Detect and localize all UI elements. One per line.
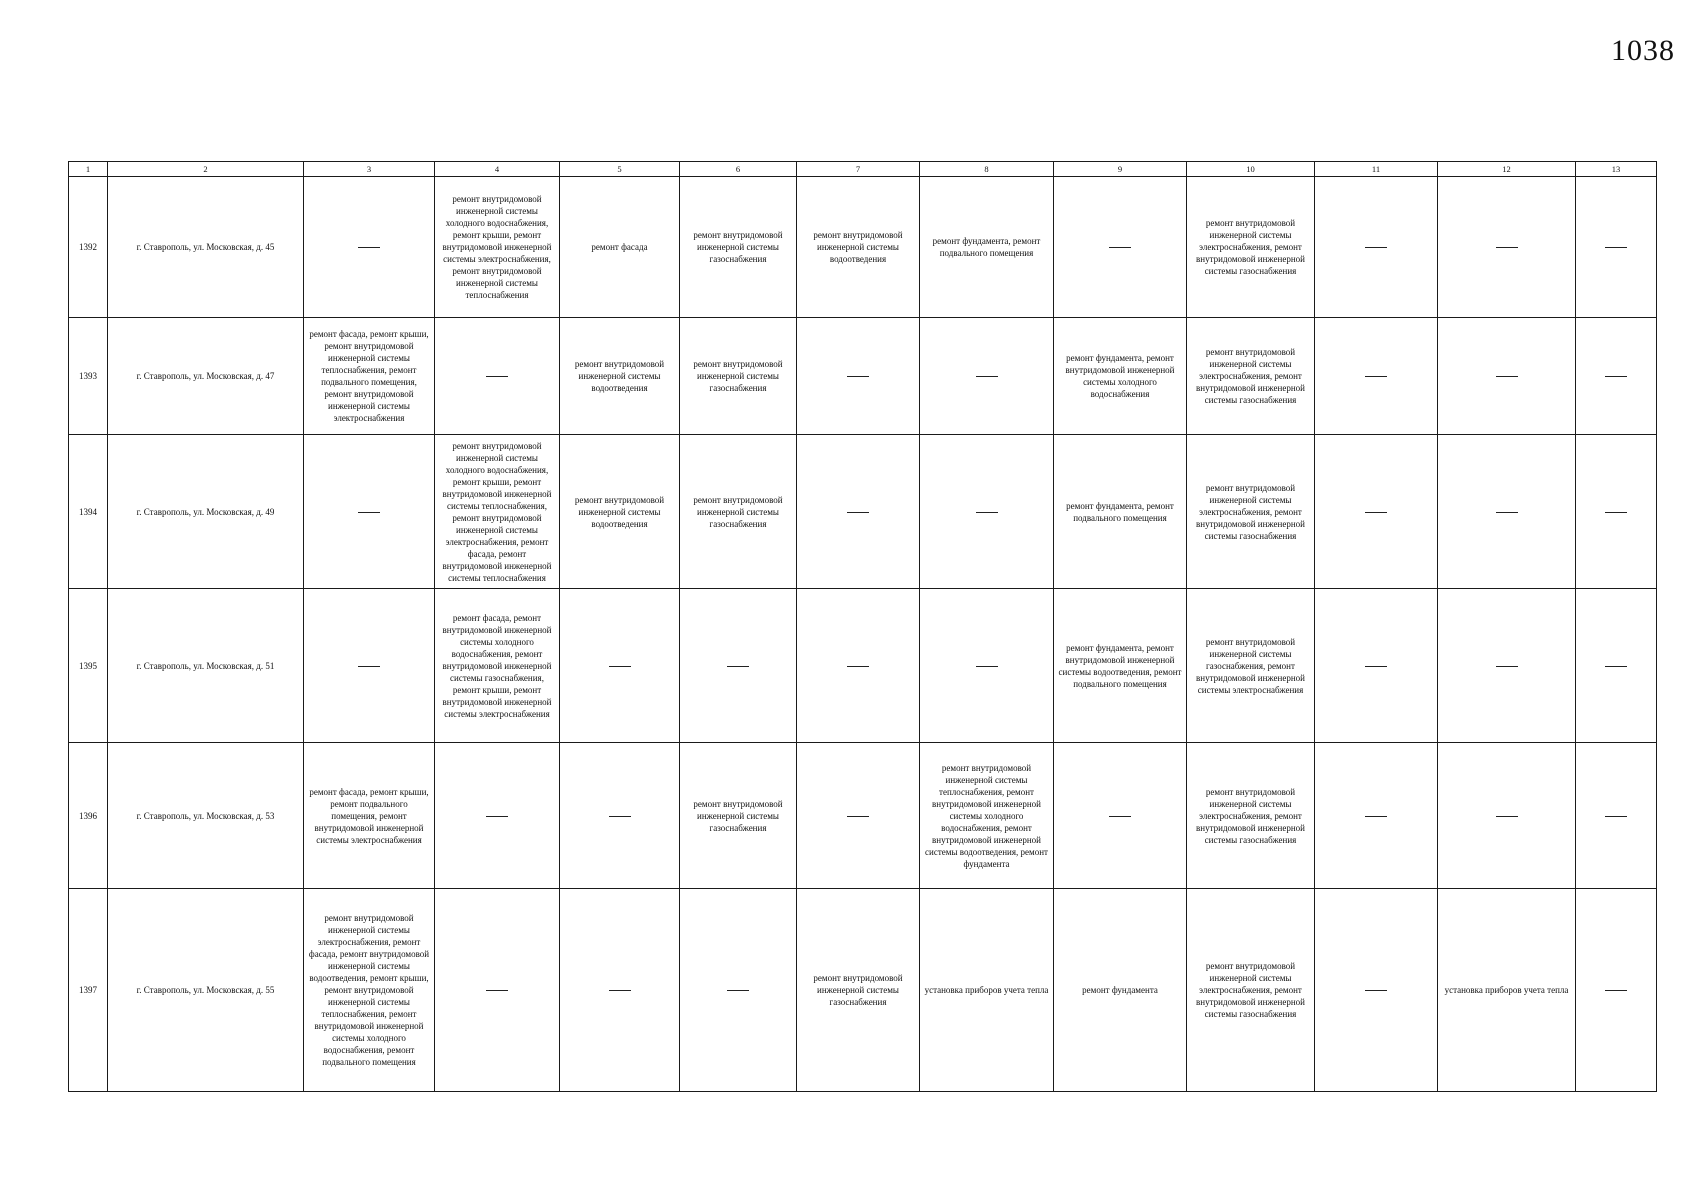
- row-number-cell: 1396: [69, 743, 108, 889]
- dash-mark: [1365, 376, 1387, 377]
- address-cell: г. Ставрополь, ул. Московская, д. 47: [108, 318, 304, 435]
- work-cell-col-6: ремонт внутридомовой инженерной системы газоснабжения: [680, 435, 797, 589]
- work-cell-col-8: установка приборов учета тепла: [920, 889, 1054, 1092]
- work-cell-col-7: [797, 743, 920, 889]
- work-cell-col-9: [1054, 743, 1187, 889]
- work-cell-col-7: ремонт внутридомовой инженерной системы водоотведения: [797, 177, 920, 318]
- work-cell-col-12: установка приборов учета тепла: [1438, 889, 1576, 1092]
- dash-mark: [976, 666, 998, 667]
- dash-mark: [976, 376, 998, 377]
- work-cell-col-11: [1315, 589, 1438, 743]
- work-cell-col-11: [1315, 435, 1438, 589]
- work-cell-col-4: ремонт фасада, ремонт внутридомовой инженерной системы холодного водоснабжения, ремонт внутридомовой инженерной системы газоснабжения, ремонт крыши, ремонт внутридомовой инженерной системы электроснабжения: [435, 589, 560, 743]
- work-cell-col-9: ремонт фундамента: [1054, 889, 1187, 1092]
- address-cell: г. Ставрополь, ул. Московская, д. 51: [108, 589, 304, 743]
- work-cell-col-10: ремонт внутридомовой инженерной системы электроснабжения, ремонт внутридомовой инженерной системы газоснабжения: [1187, 889, 1315, 1092]
- page-number: 1038: [1611, 34, 1675, 67]
- dash-mark: [1605, 666, 1627, 667]
- column-number-8: 8: [920, 162, 1054, 177]
- dash-mark: [1365, 816, 1387, 817]
- dash-mark: [847, 376, 869, 377]
- dash-mark: [1605, 376, 1627, 377]
- dash-mark: [1605, 990, 1627, 991]
- work-cell-col-12: [1438, 435, 1576, 589]
- table-header: [69, 162, 1657, 177]
- work-cell-col-5: [560, 743, 680, 889]
- work-cell-col-5: ремонт внутридомовой инженерной системы водоотведения: [560, 435, 680, 589]
- work-cell-col-13: [1576, 318, 1657, 435]
- work-cell-col-5: ремонт фасада: [560, 177, 680, 318]
- work-cell-col-13: [1576, 435, 1657, 589]
- dash-mark: [1496, 247, 1518, 248]
- work-cell-col-8: [920, 318, 1054, 435]
- address-cell: г. Ставрополь, ул. Московская, д. 45: [108, 177, 304, 318]
- dash-mark: [1365, 512, 1387, 513]
- dash-mark: [976, 512, 998, 513]
- work-cell-col-5: ремонт внутридомовой инженерной системы водоотведения: [560, 318, 680, 435]
- table-row: [69, 177, 1657, 318]
- work-cell-col-12: [1438, 318, 1576, 435]
- work-cell-col-4: ремонт внутридомовой инженерной системы холодного водоснабжения, ремонт крыши, ремонт внутридомовой инженерной системы теплоснабжения, ремонт внутридомовой инженерной системы электроснабжения, ремонт фасада, ремонт внутридомовой инженерной системы теплоснабжения: [435, 435, 560, 589]
- dash-mark: [609, 666, 631, 667]
- work-cell-col-3: [304, 177, 435, 318]
- dash-mark: [486, 376, 508, 377]
- work-cell-col-3: [304, 589, 435, 743]
- work-cell-col-7: ремонт внутридомовой инженерной системы газоснабжения: [797, 889, 920, 1092]
- column-number-1: 1: [69, 162, 108, 177]
- work-cell-col-12: [1438, 589, 1576, 743]
- work-cell-col-12: [1438, 177, 1576, 318]
- dash-mark: [1605, 247, 1627, 248]
- row-number-cell: 1392: [69, 177, 108, 318]
- column-number-4: 4: [435, 162, 560, 177]
- column-number-2: 2: [108, 162, 304, 177]
- work-cell-col-8: ремонт внутридомовой инженерной системы теплоснабжения, ремонт внутридомовой инженерной системы холодного водоснабжения, ремонт внутридомовой инженерной системы водоотведения, ремонт фундамента: [920, 743, 1054, 889]
- column-number-12: 12: [1438, 162, 1576, 177]
- work-cell-col-10: ремонт внутридомовой инженерной системы газоснабжения, ремонт внутридомовой инженерной системы электроснабжения: [1187, 589, 1315, 743]
- work-cell-col-4: ремонт внутридомовой инженерной системы холодного водоснабжения, ремонт крыши, ремонт внутридомовой инженерной системы электроснабжения, ремонт внутридомовой инженерной системы теплоснабжения: [435, 177, 560, 318]
- work-cell-col-13: [1576, 889, 1657, 1092]
- work-cell-col-9: [1054, 177, 1187, 318]
- table-row: [69, 435, 1657, 589]
- work-cell-col-3: ремонт фасада, ремонт крыши, ремонт подвального помещения, ремонт внутридомовой инженерной системы электроснабжения: [304, 743, 435, 889]
- column-number-10: 10: [1187, 162, 1315, 177]
- work-cell-col-10: ремонт внутридомовой инженерной системы электроснабжения, ремонт внутридомовой инженерной системы газоснабжения: [1187, 318, 1315, 435]
- row-number-cell: 1394: [69, 435, 108, 589]
- row-number-cell: 1395: [69, 589, 108, 743]
- dash-mark: [486, 990, 508, 991]
- work-cell-col-7: [797, 435, 920, 589]
- work-cell-col-8: [920, 435, 1054, 589]
- work-cell-col-11: [1315, 889, 1438, 1092]
- column-number-11: 11: [1315, 162, 1438, 177]
- dash-mark: [727, 666, 749, 667]
- address-cell: г. Ставрополь, ул. Московская, д. 53: [108, 743, 304, 889]
- column-number-row: [69, 162, 1657, 177]
- dash-mark: [1605, 816, 1627, 817]
- work-cell-col-8: ремонт фундамента, ремонт подвального помещения: [920, 177, 1054, 318]
- column-number-5: 5: [560, 162, 680, 177]
- work-cell-col-10: ремонт внутридомовой инженерной системы электроснабжения, ремонт внутридомовой инженерной системы газоснабжения: [1187, 177, 1315, 318]
- dash-mark: [1365, 666, 1387, 667]
- dash-mark: [609, 816, 631, 817]
- repair-schedule-table: [68, 161, 1657, 1092]
- table-row: [69, 318, 1657, 435]
- work-cell-col-10: ремонт внутридомовой инженерной системы электроснабжения, ремонт внутридомовой инженерной системы газоснабжения: [1187, 435, 1315, 589]
- work-cell-col-9: ремонт фундамента, ремонт внутридомовой инженерной системы водоотведения, ремонт подвального помещения: [1054, 589, 1187, 743]
- table-row: [69, 589, 1657, 743]
- dash-mark: [1496, 666, 1518, 667]
- column-number-13: 13: [1576, 162, 1657, 177]
- column-number-7: 7: [797, 162, 920, 177]
- work-cell-col-11: [1315, 318, 1438, 435]
- work-cell-col-11: [1315, 743, 1438, 889]
- work-cell-col-5: [560, 589, 680, 743]
- work-cell-col-6: [680, 889, 797, 1092]
- work-cell-col-5: [560, 889, 680, 1092]
- row-number-cell: 1397: [69, 889, 108, 1092]
- work-cell-col-13: [1576, 589, 1657, 743]
- row-number-cell: 1393: [69, 318, 108, 435]
- dash-mark: [1496, 512, 1518, 513]
- work-cell-col-10: ремонт внутридомовой инженерной системы электроснабжения, ремонт внутридомовой инженерной системы газоснабжения: [1187, 743, 1315, 889]
- work-cell-col-13: [1576, 177, 1657, 318]
- dash-mark: [358, 512, 380, 513]
- work-cell-col-4: [435, 318, 560, 435]
- dash-mark: [1365, 990, 1387, 991]
- dash-mark: [1496, 376, 1518, 377]
- address-cell: г. Ставрополь, ул. Московская, д. 55: [108, 889, 304, 1092]
- work-cell-col-12: [1438, 743, 1576, 889]
- address-cell: г. Ставрополь, ул. Московская, д. 49: [108, 435, 304, 589]
- work-cell-col-4: [435, 743, 560, 889]
- work-cell-col-13: [1576, 743, 1657, 889]
- table-row: [69, 743, 1657, 889]
- work-cell-col-7: [797, 318, 920, 435]
- work-cell-col-6: ремонт внутридомовой инженерной системы газоснабжения: [680, 177, 797, 318]
- column-number-9: 9: [1054, 162, 1187, 177]
- column-number-3: 3: [304, 162, 435, 177]
- dash-mark: [358, 666, 380, 667]
- work-cell-col-7: [797, 589, 920, 743]
- table-row: [69, 889, 1657, 1092]
- work-cell-col-3: [304, 435, 435, 589]
- dash-mark: [1365, 247, 1387, 248]
- dash-mark: [1109, 247, 1131, 248]
- column-number-6: 6: [680, 162, 797, 177]
- table-body: [69, 177, 1657, 1092]
- work-cell-col-3: ремонт внутридомовой инженерной системы электроснабжения, ремонт фасада, ремонт внутридомовой инженерной системы водоотведения, ремонт крыши, ремонт внутридомовой инженерной системы теплоснабжения, ремонт внутридомовой инженерной системы холодного водоснабжения, ремонт подвального помещения: [304, 889, 435, 1092]
- work-cell-col-9: ремонт фундамента, ремонт подвального помещения: [1054, 435, 1187, 589]
- dash-mark: [847, 666, 869, 667]
- work-cell-col-3: ремонт фасада, ремонт крыши, ремонт внутридомовой инженерной системы теплоснабжения, ремонт подвального помещения, ремонт внутридомовой инженерной системы электроснабжения: [304, 318, 435, 435]
- work-cell-col-9: ремонт фундамента, ремонт внутридомовой инженерной системы холодного водоснабжения: [1054, 318, 1187, 435]
- work-cell-col-6: ремонт внутридомовой инженерной системы газоснабжения: [680, 743, 797, 889]
- work-cell-col-6: [680, 589, 797, 743]
- dash-mark: [1109, 816, 1131, 817]
- dash-mark: [727, 990, 749, 991]
- dash-mark: [486, 816, 508, 817]
- dash-mark: [847, 512, 869, 513]
- dash-mark: [609, 990, 631, 991]
- work-cell-col-4: [435, 889, 560, 1092]
- work-cell-col-8: [920, 589, 1054, 743]
- work-cell-col-6: ремонт внутридомовой инженерной системы газоснабжения: [680, 318, 797, 435]
- dash-mark: [847, 816, 869, 817]
- dash-mark: [358, 247, 380, 248]
- dash-mark: [1605, 512, 1627, 513]
- dash-mark: [1496, 816, 1518, 817]
- work-cell-col-11: [1315, 177, 1438, 318]
